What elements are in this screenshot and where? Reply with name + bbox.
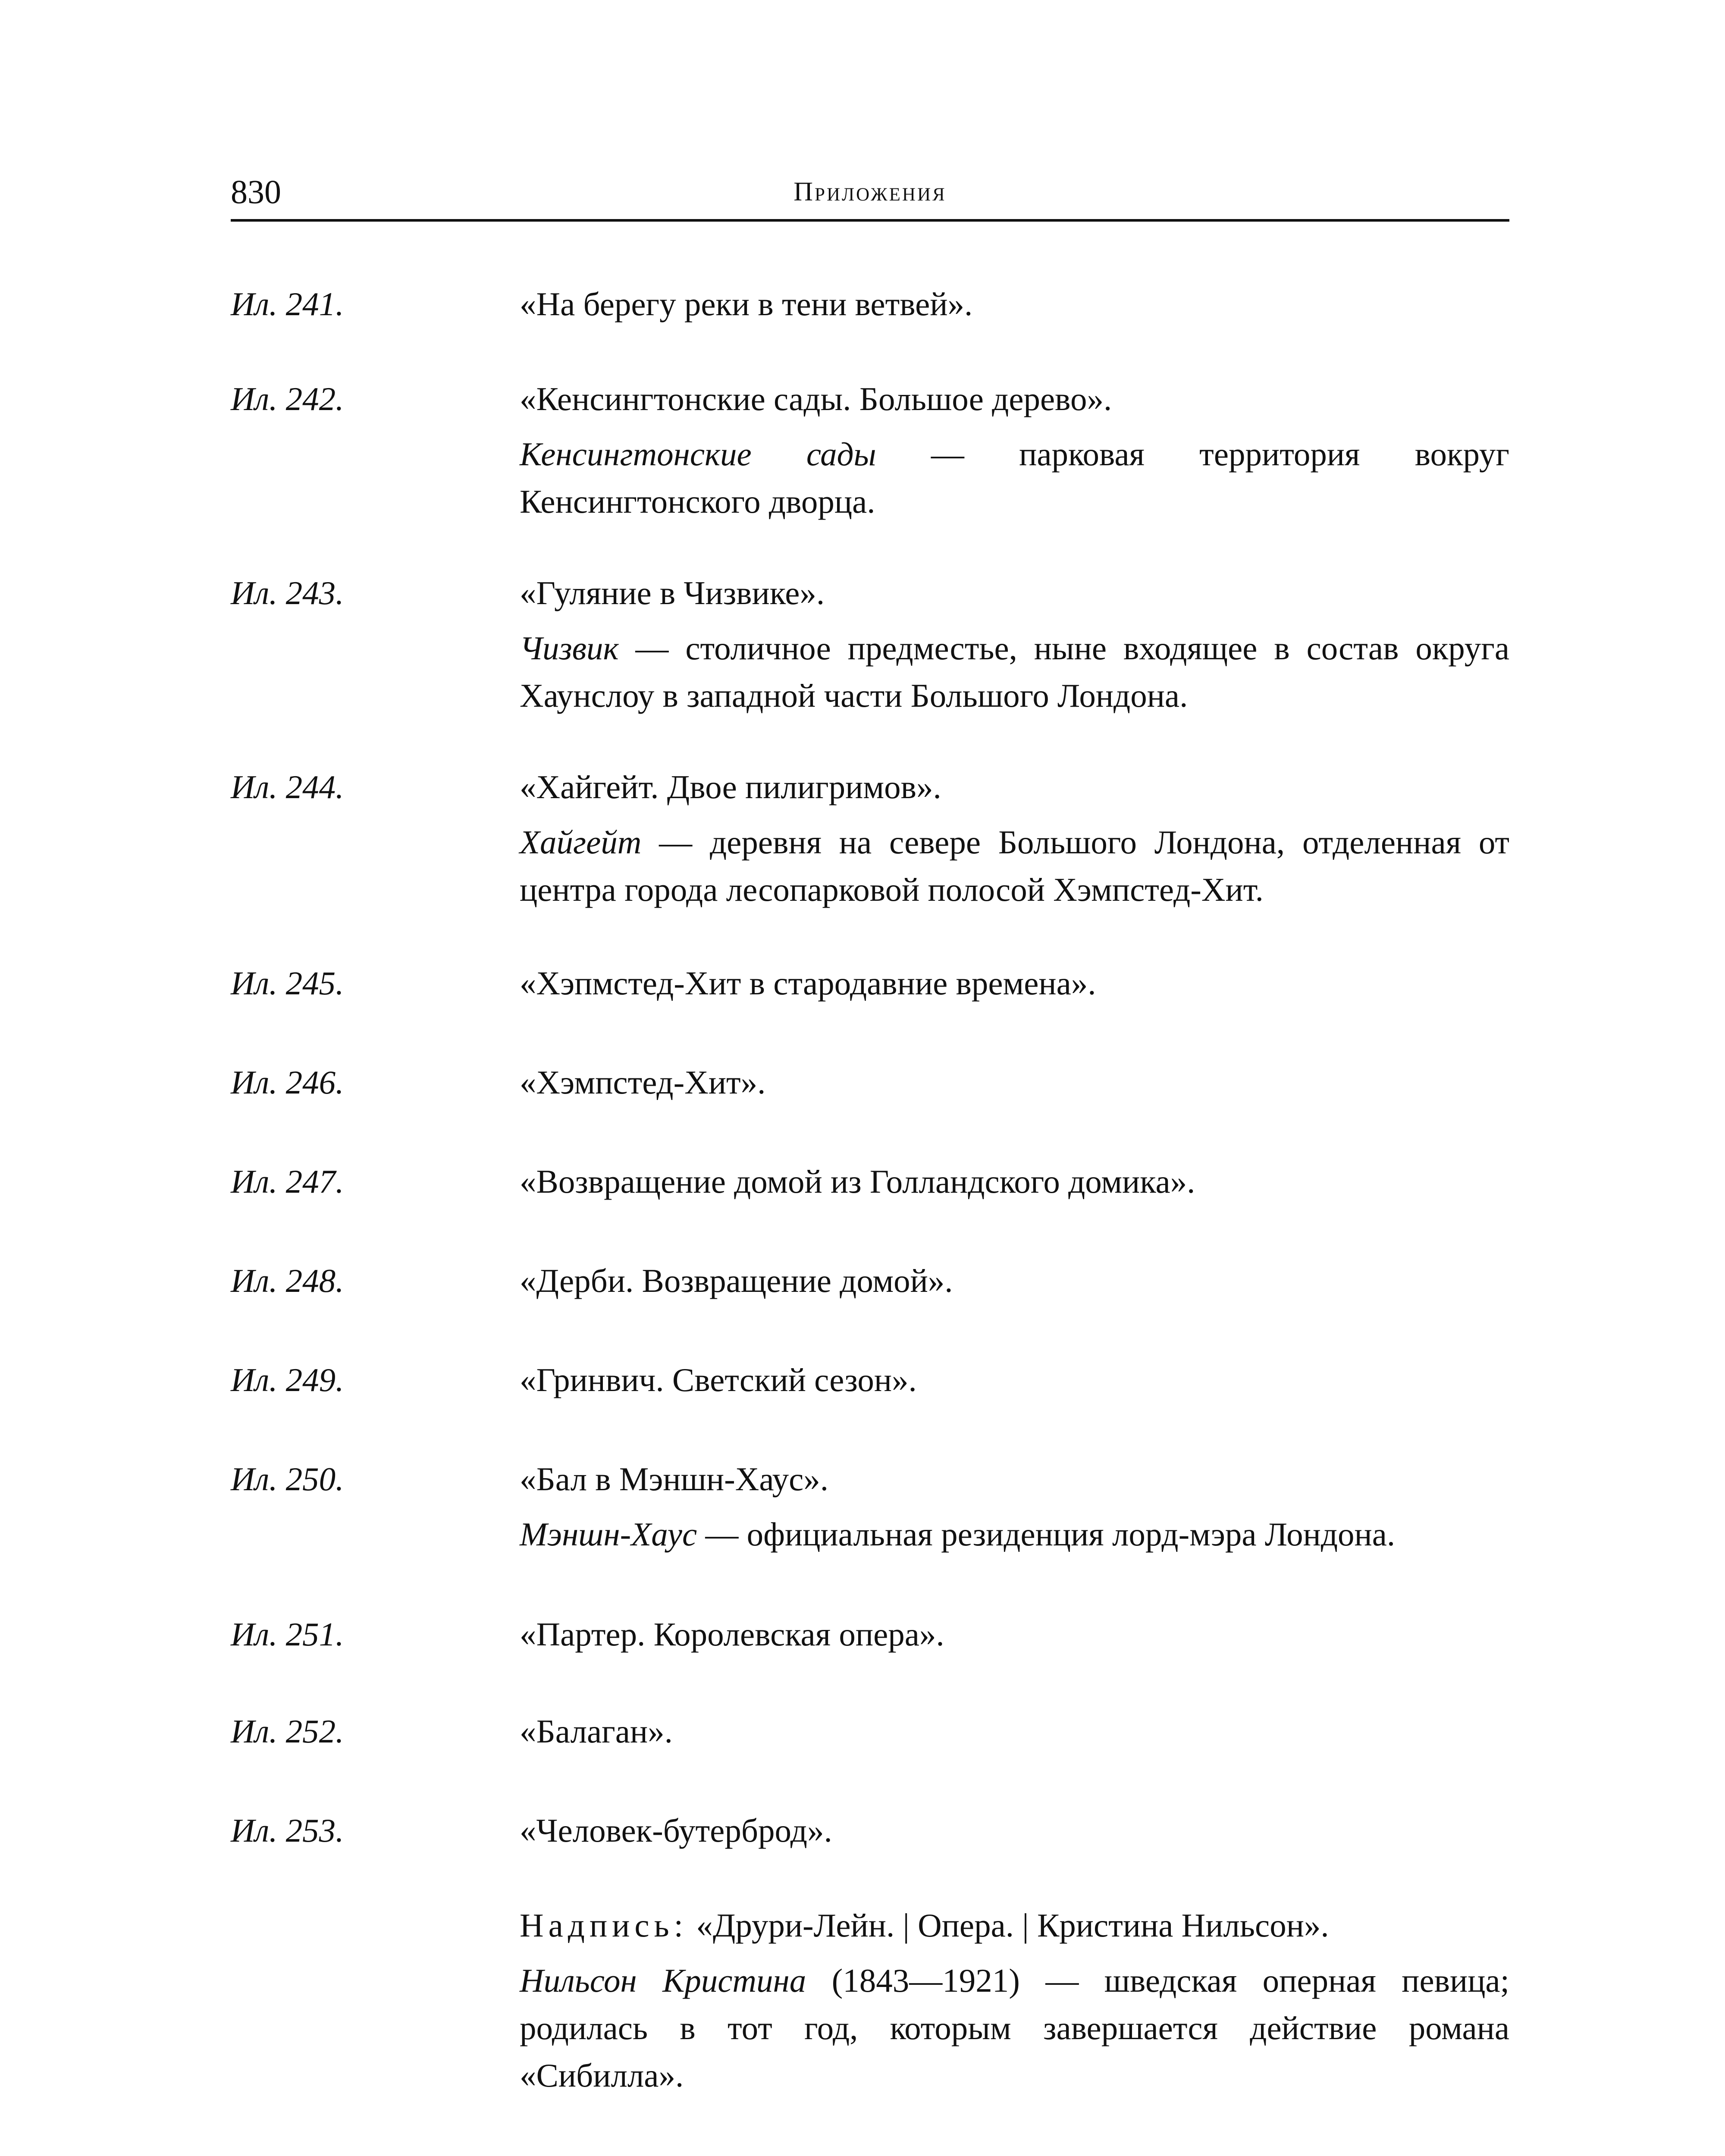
- illustration-title: «Хэмпстед-Хит».: [520, 1064, 766, 1101]
- note-text: — столичное предместье, ныне входящее в состав округа Хаунслоу в западной части Большого Лондона.: [520, 630, 1509, 714]
- illustration-label: Ил. 253.: [231, 1812, 344, 1849]
- illustration-title: «Хэпмстед-Хит в стародавние времена».: [520, 965, 1096, 1002]
- illustration-label: Ил. 245.: [231, 965, 344, 1002]
- illustration-label: Ил. 252.: [231, 1713, 344, 1750]
- illustration-label: Ил. 244.: [231, 768, 344, 805]
- illustration-note: [520, 1957, 1509, 2099]
- illustration-note: [520, 1510, 1509, 1558]
- note-text: — деревня на севере Большого Лондона, отделенная от центра города лесопарковой полосой Хэмпстед-Хит.: [520, 824, 1509, 908]
- illustration-body: [520, 763, 1509, 913]
- page-header: [231, 170, 1509, 222]
- inscription-text: «Друри-Лейн. | Опера. | Кристина Нильсон».: [688, 1907, 1329, 1944]
- illustration-label: Ил. 243.: [231, 574, 344, 611]
- note-text: — официальная резиденция лорд-мэра Лондона.: [697, 1516, 1396, 1553]
- illustration-body: [520, 1611, 1509, 1658]
- illustration-note: [520, 624, 1509, 719]
- illustration-body: [520, 569, 1509, 719]
- header-rule: [231, 219, 1509, 222]
- note-term: Кенсингтонские сады: [520, 436, 876, 473]
- illustration-title: «Бал в Мэншн-Хаус».: [520, 1460, 829, 1498]
- illustration-body: [520, 959, 1509, 1007]
- note-term: Нильсон Кристина: [520, 1962, 806, 1999]
- illustration-title: «Гуляние в Чизвике».: [520, 574, 825, 611]
- illustration-body: [520, 1708, 1509, 1755]
- illustration-body: [520, 1356, 1509, 1404]
- running-title: Приложения: [794, 177, 947, 207]
- illustration-title: «Хайгейт. Двое пилигримов».: [520, 768, 941, 805]
- illustration-title: «Человек-бутерброд».: [520, 1812, 832, 1849]
- illustration-title: «Балаган».: [520, 1713, 673, 1750]
- inscription-label: Надпись:: [520, 1907, 688, 1944]
- inscription-note: [520, 1902, 1509, 1949]
- illustration-note: [520, 430, 1509, 525]
- illustration-body: [520, 1455, 1509, 1558]
- note-text: — парковая территория вокруг Кенсингтонского дворца.: [520, 436, 1510, 520]
- illustration-title: «На берегу реки в тени ветвей».: [520, 285, 973, 323]
- illustration-title: «Дерби. Возвращение домой».: [520, 1262, 953, 1299]
- note-text: (1843—1921) — шведская оперная певица; родилась в тот год, которым завершается действие романа «Сибилла».: [520, 1962, 1510, 2094]
- note-term: Мэншн-Хаус: [520, 1516, 697, 1553]
- illustration-label: Ил. 248.: [231, 1262, 344, 1299]
- note-term: Хайгейт: [520, 824, 642, 861]
- illustration-label: Ил. 247.: [231, 1163, 344, 1200]
- illustration-title: «Возвращение домой из Голландского домика».: [520, 1163, 1195, 1200]
- illustration-body: [520, 1059, 1509, 1106]
- illustration-body: [520, 375, 1509, 525]
- illustration-label: Ил. 250.: [231, 1460, 344, 1498]
- illustration-label: Ил. 242.: [231, 380, 344, 417]
- illustration-label: Ил. 251.: [231, 1616, 344, 1653]
- note-term: Чизвик: [520, 630, 619, 667]
- illustration-title: «Кенсингтонские сады. Большое дерево».: [520, 380, 1112, 417]
- page-number: 830: [231, 173, 281, 210]
- illustration-body: [520, 280, 1509, 328]
- illustration-label: Ил. 241.: [231, 285, 344, 323]
- illustration-title: «Гринвич. Светский сезон».: [520, 1361, 917, 1398]
- illustration-note: [520, 818, 1509, 913]
- illustration-label: Ил. 249.: [231, 1361, 344, 1398]
- illustration-title: «Партер. Королевская опера».: [520, 1616, 944, 1653]
- illustration-label: Ил. 246.: [231, 1064, 344, 1101]
- illustration-body: [520, 1807, 1509, 2099]
- illustration-body: [520, 1257, 1509, 1304]
- illustration-body: [520, 1158, 1509, 1205]
